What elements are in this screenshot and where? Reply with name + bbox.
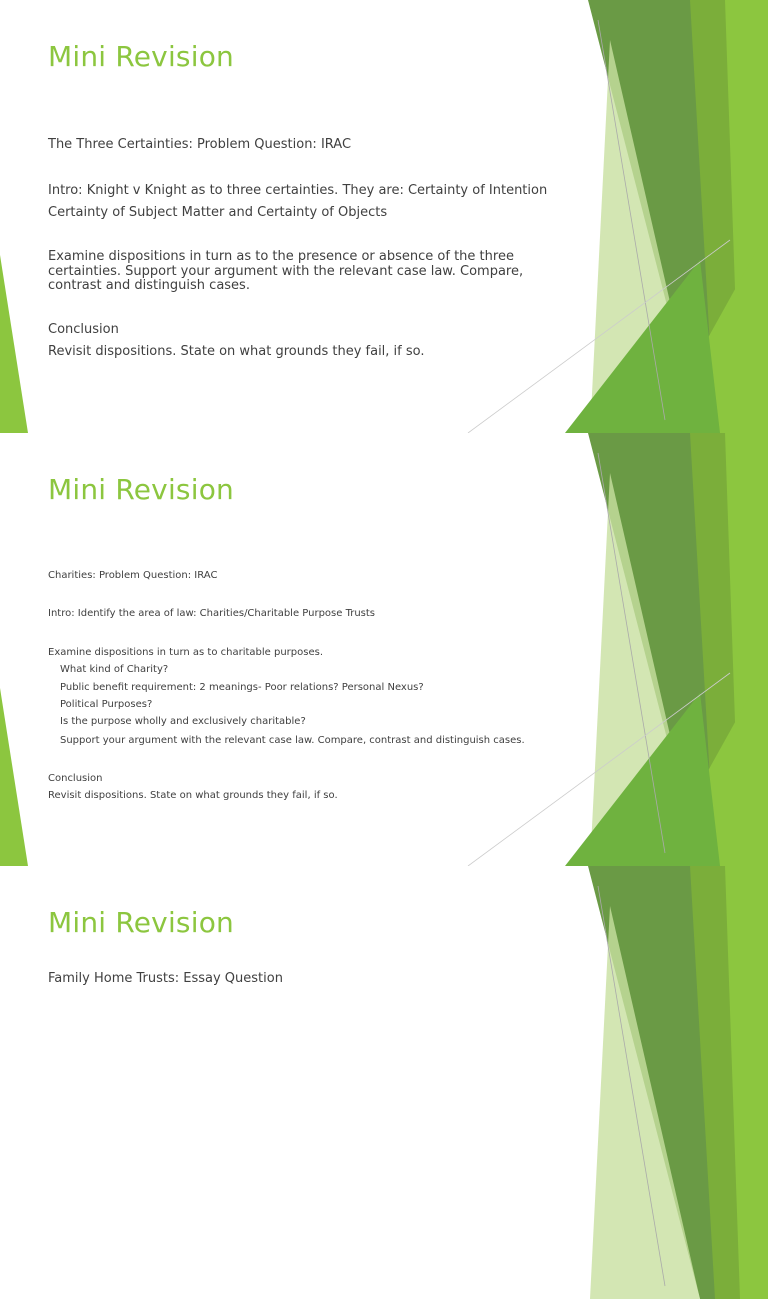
text-line: The Three Certainties: Problem Question: IRAC [48, 137, 352, 152]
slide-2 [0, 433, 768, 866]
text-line: Conclusion [48, 773, 103, 784]
text-line: contrast and distinguish cases. [48, 278, 250, 293]
text-line: What kind of Charity? [60, 664, 169, 675]
text-line: Examine dispositions in turn as to the presence or absence of the three [48, 249, 514, 264]
slide-1 [0, 0, 768, 433]
text-line: Intro: Identify the area of law: Charities/Charitable Purpose Trusts [48, 608, 376, 619]
text-line: Is the purpose wholly and exclusively charitable? [60, 716, 306, 727]
text-line: Family Home Trusts: Essay Question [48, 971, 283, 986]
text-line: Political Purposes? [60, 699, 153, 710]
text-line: Intro: Knight v Knight as to three certainties. They are: Certainty of Intention [48, 183, 548, 198]
text-line: Certainty of Subject Matter and Certainty of Objects [48, 205, 388, 220]
text-line: Revisit dispositions. State on what grounds they fail, if so. [48, 790, 338, 801]
text-line: certainties. Support your argument with the relevant case law. Compare, [48, 264, 524, 279]
slide-title: Mini Revision [48, 906, 234, 939]
slide-3 [0, 866, 768, 1299]
text-line: Revisit dispositions. State on what grounds they fail, if so. [48, 344, 425, 359]
slide-title: Mini Revision [48, 473, 234, 506]
slide-title: Mini Revision [48, 40, 234, 73]
text-line: Charities: Problem Question: IRAC [48, 570, 218, 581]
text-line: Public benefit requirement: 2 meanings- Poor relations? Personal Nexus? [60, 682, 424, 693]
text-line: Examine dispositions in turn as to charitable purposes. [48, 647, 323, 658]
text-line: Conclusion [48, 322, 119, 337]
text-line: Support your argument with the relevant case law. Compare, contrast and distinguish cases. [60, 735, 525, 746]
